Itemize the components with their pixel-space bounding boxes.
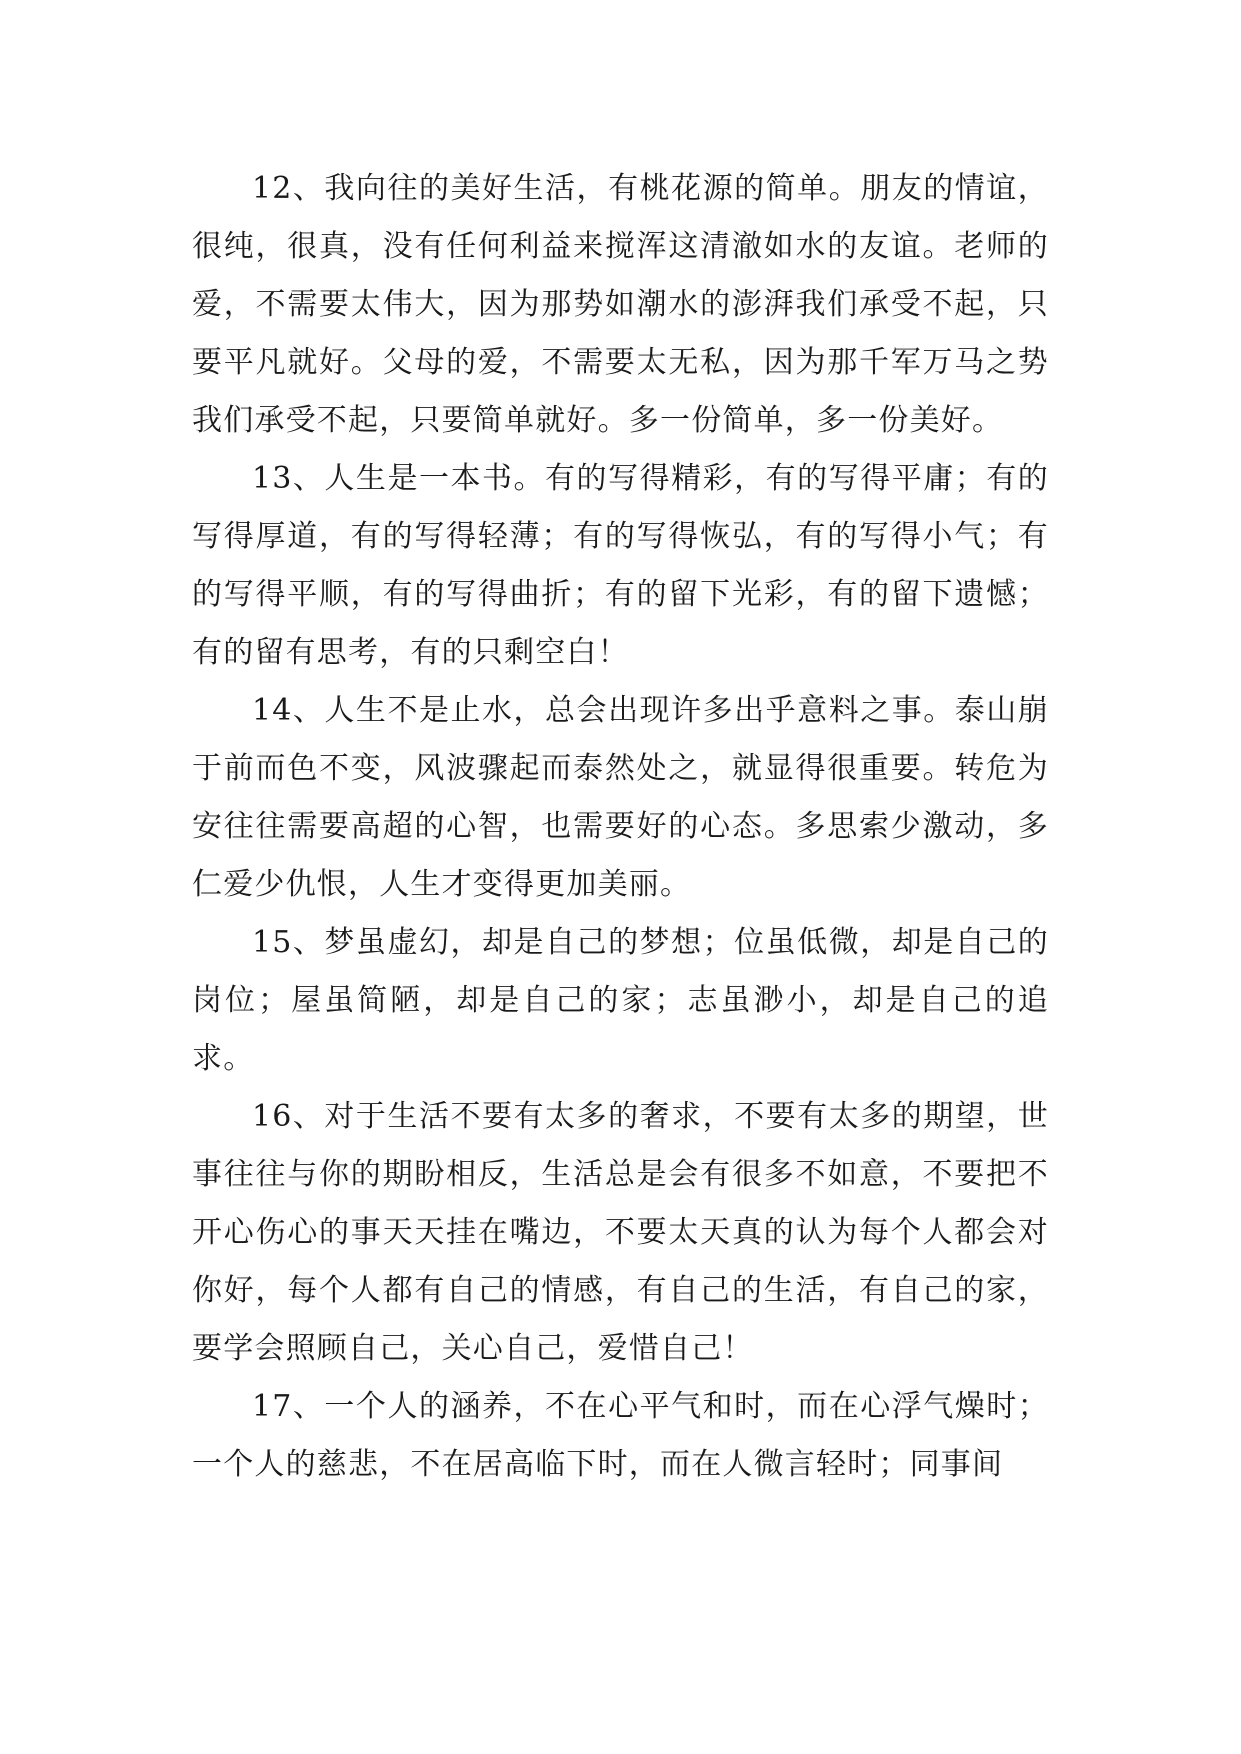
paragraph-17: 17、一个人的涵养，不在心平气和时，而在心浮气燥时；一个人的慈悲，不在居高临下时，而在人微言轻时；同事间: [192, 1389, 1049, 1482]
document-body: [192, 160, 1049, 1494]
paragraph-15: 15、梦虽虚幻，却是自己的梦想；位虽低微，却是自己的岗位；屋虽简陋，却是自己的家；志虽渺小，却是自己的追求。: [192, 925, 1049, 1076]
paragraph-14: 14、人生不是止水，总会出现许多出乎意料之事。泰山崩于前而色不变，风波骤起而泰然处之，就显得很重要。转危为安往往需要高超的心智，也需要好的心态。多思索少激动，多仁爱少仇恨，人生才变得更加美丽。: [192, 693, 1049, 902]
paragraph-13: 13、人生是一本书。有的写得精彩，有的写得平庸；有的写得厚道，有的写得轻薄；有的写得恢弘，有的写得小气；有的写得平顺，有的写得曲折；有的留下光彩，有的留下遗憾；有的留有思考，有的只剩空白！: [192, 461, 1049, 670]
paragraph-12: 12、我向往的美好生活，有桃花源的简单。朋友的情谊，很纯，很真，没有任何利益来搅浑这清澈如水的友谊。老师的爱，不需要太伟大，因为那势如潮水的澎湃我们承受不起，只要平凡就好。父母的爱，不需要太无私，因为那千军万马之势我们承受不起，只要简单就好。多一份简单，多一份美好。: [192, 171, 1049, 438]
paragraph-16: 16、对于生活不要有太多的奢求，不要有太多的期望，世事往往与你的期盼相反，生活总是会有很多不如意，不要把不开心伤心的事天天挂在嘴边，不要太天真的认为每个人都会对你好，每个人都有自己的情感，有自己的生活，有自己的家，要学会照顾自己，关心自己，爱惜自己！: [192, 1099, 1049, 1366]
